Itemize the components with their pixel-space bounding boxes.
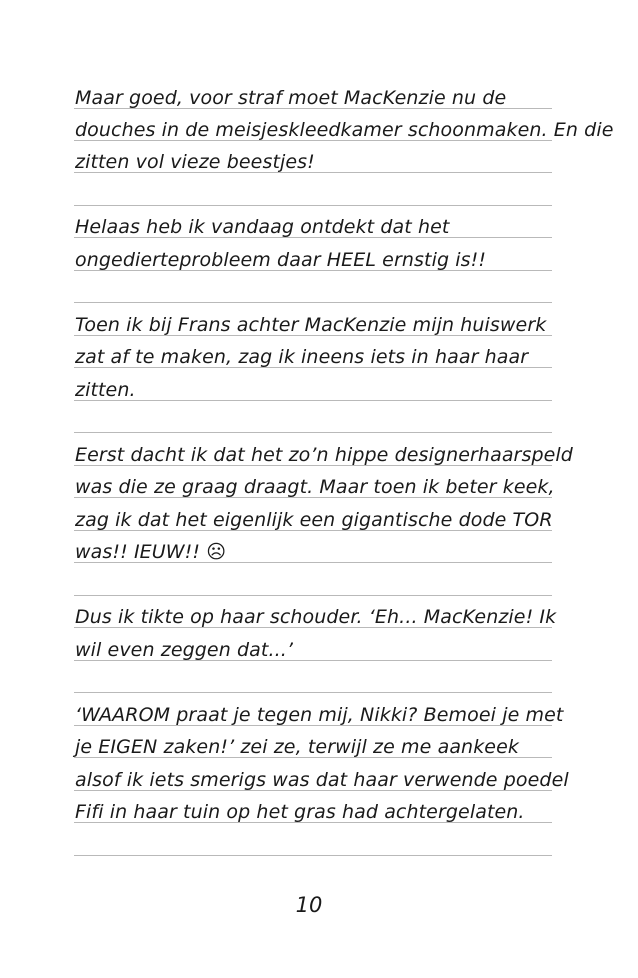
ruled-line [74,595,552,596]
text-line: zitten. [75,379,136,401]
text-line: douches in de meisjeskleedkamer schoonmaken. En die [75,119,614,141]
text-line: Dus ik tikte op haar schouder. ‘Eh... MacKenzie! Ik [75,606,557,628]
page-number: 10 [295,893,323,917]
text-line: zat af te maken, zag ik ineens iets in haar haar [75,346,529,368]
text-line: Toen ik bij Frans achter MacKenzie mijn huiswerk [75,314,547,336]
text-line: ongedierteprobleem daar HEEL ernstig is!! [75,249,487,271]
text-line: Fifi in haar tuin op het gras had achtergelaten. [75,801,525,823]
text-line: Helaas heb ik vandaag ontdekt dat het [75,216,450,238]
ruled-line [74,302,552,303]
text-line: Eerst dacht ik dat het zo’n hippe designerhaarspeld [75,444,573,466]
text-line: was die ze graag draagt. Maar toen ik beter keek, [75,476,555,498]
text-line: alsof ik iets smerigs was dat haar verwende poedel [75,769,569,791]
ruled-line [74,205,552,206]
text-line: wil even zeggen dat...’ [75,639,294,661]
text-line: zitten vol vieze beestjes! [75,151,315,173]
text-line: je EIGEN zaken!’ zei ze, terwijl ze me aankeek [75,736,519,758]
text-line: Maar goed, voor straf moet MacKenzie nu de [75,87,507,109]
text-line: was!! IEUW!! ☹ [75,541,227,563]
text-line: ‘WAAROM praat je tegen mij, Nikki? Bemoei je met [75,704,564,726]
ruled-line [74,855,552,856]
ruled-line [74,432,552,433]
ruled-line [74,692,552,693]
text-line: zag ik dat het eigenlijk een gigantische dode TOR [75,509,553,531]
